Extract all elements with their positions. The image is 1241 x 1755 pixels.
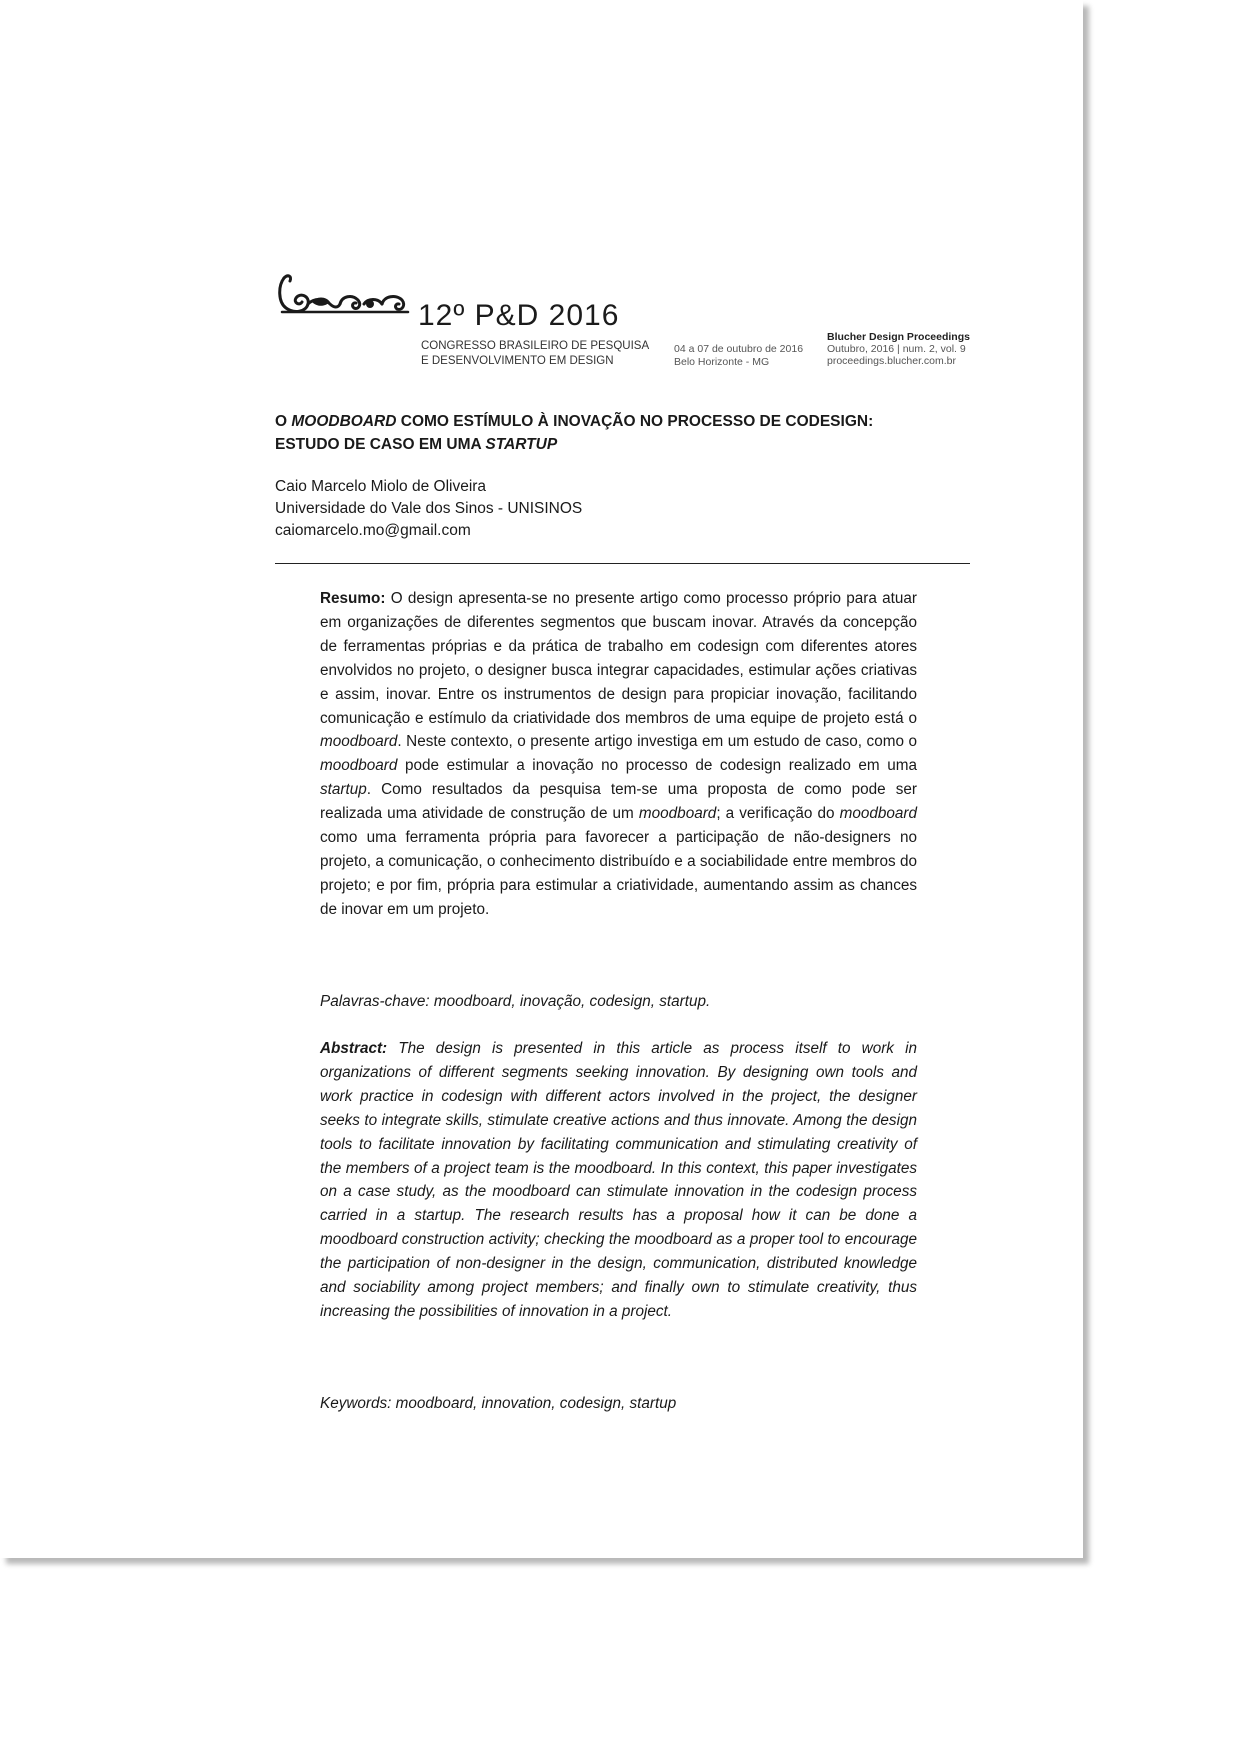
paper-title — [275, 410, 975, 456]
header-divider — [275, 563, 970, 564]
resumo-paragraph: Resumo: O design apresenta-se no presente artigo como processo próprio para atuar em organizações de diferentes segmentos que buscam inovar. Através da concepção de ferramentas próprias e da prática de trabalho em codesign com diferentes atores envolvidos no projeto, o designer busca integrar capacidades, estimular ações criativas e assim, inovar. Entre os instrumentos de design para propiciar inovação, facilitando comunicação e estímulo da criatividade dos membros de uma equipe de projeto está o moodboard. Neste contexto, o presente artigo investiga em um estudo de caso, como o moodboard pode estimular a inovação no processo de codesign realizado em uma startup. Como resultados da pesquisa tem-se uma proposta de como pode ser realizada uma atividade de construção de um moodboard; a verificação do moodboard como uma ferramenta própria para favorecer a participação de não-designers no projeto, a comunicação, o conhecimento distribuído e a sociabilidade entre membros do projeto; e por fim, própria para estimular a criatividade, aumentando assim as chances de inovar em um projeto. — [320, 590, 918, 918]
author-email: caiomarcelo.mo@gmail.com — [275, 522, 471, 539]
author-block — [275, 476, 582, 542]
keywords: Keywords: moodboard, innovation, codesign, startup — [320, 1395, 677, 1412]
palavras-chave: Palavras-chave: moodboard, inovação, codesign, startup. — [320, 993, 711, 1010]
proceedings-title: Blucher Design Proceedings — [827, 331, 970, 343]
author-affiliation: Universidade do Vale dos Sinos - UNISINOS — [275, 500, 583, 517]
paper-title-line: ESTUDO DE CASO EM UMA STARTUP — [275, 436, 558, 453]
proceedings-issue: Outubro, 2016 | num. 2, vol. 9 — [827, 343, 966, 355]
resumo-label: Resumo: — [320, 590, 386, 607]
event-title: 12º P&D 2016 — [418, 299, 620, 332]
event-subtitle-line: CONGRESSO BRASILEIRO DE PESQUISA — [421, 340, 650, 352]
event-subtitle-line: E DESENVOLVIMENTO EM DESIGN — [421, 355, 614, 367]
event-dates-line: 04 a 07 de outubro de 2016 — [674, 343, 804, 355]
ornamental-scroll-logo-icon — [278, 272, 414, 322]
event-dates — [674, 343, 803, 369]
paper-title-line: O MOODBOARD COMO ESTÍMULO À INOVAÇÃO NO PROCESSO DE CODESIGN: — [275, 413, 874, 430]
proceedings-url: proceedings.blucher.com.br — [827, 355, 956, 367]
abstract-label: Abstract: — [320, 1040, 388, 1057]
abstract-paragraph: Abstract: The design is presented in this article as process itself to work in organizations of different segments seeking innovation. By designing own tools and work practice in codesign with different actors involved in the project, the designer seeks to integrate skills, stimulate creative actions and thus innovate. Among the design tools to facilitate innovation by facilitating communication and stimulating creativity of the members of a project team is the moodboard. In this context, this paper investigates on a case study, as the moodboard can stimulate innovation in the codesign process carried in a startup. The research results has a proposal how it can be done a moodboard construction activity; checking the moodboard as a proper tool to encourage the participation of non-designer in the design, communication, distributed knowledge and sociability among project members; and finally own to stimulate creativity, thus increasing the possibilities of innovation in a project. — [320, 1040, 917, 1320]
author-name: Caio Marcelo Miolo de Oliveira — [275, 478, 487, 495]
event-location: Belo Horizonte - MG — [674, 356, 770, 368]
event-subtitle — [421, 339, 649, 369]
proceedings-info — [827, 331, 970, 367]
